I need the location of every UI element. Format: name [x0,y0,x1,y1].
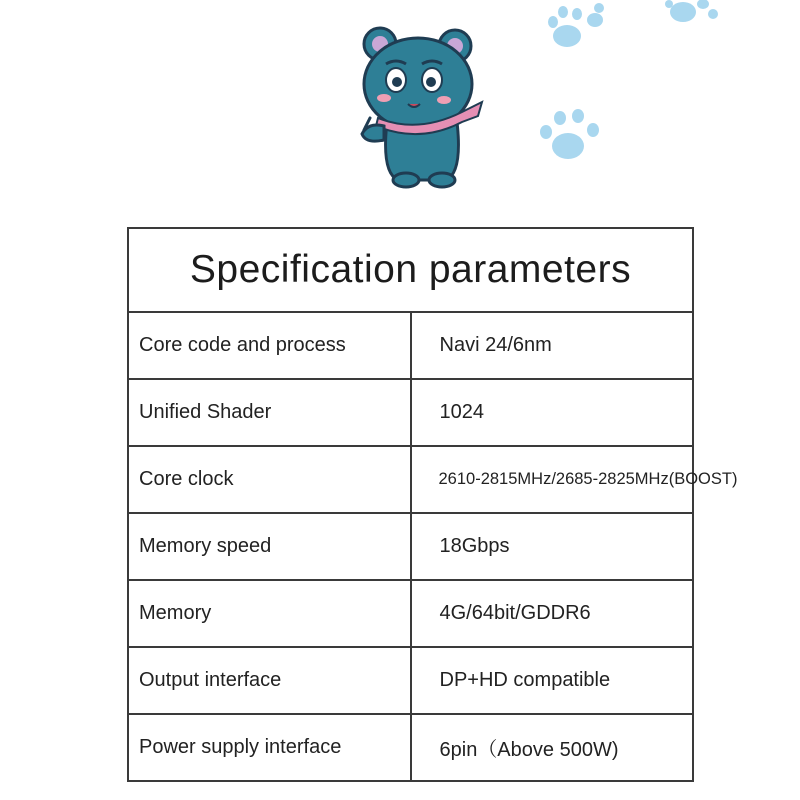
table-row [128,580,693,647]
spec-label: Memory speed [128,513,411,580]
spec-table [127,227,738,782]
spec-label: Memory [128,580,411,647]
table-title-row [128,228,693,312]
spec-value: DP+HD compatible [411,647,694,714]
blue-bear-mascot-icon [350,22,490,190]
paw-print-icon [538,108,602,166]
table-row [128,379,693,446]
spec-label: Core code and process [128,312,411,379]
spec-value: 18Gbps [411,513,694,580]
spec-value: 4G/64bit/GDDR6 [411,580,694,647]
spec-value: Navi 24/6nm [411,312,694,379]
spec-value: 1024 [411,379,694,446]
table-row [128,714,693,781]
table-row [128,312,693,379]
spec-value: 2610-2815MHz/2685-2825MHz(BOOST) [411,446,694,513]
paw-print-icon [665,0,720,26]
spec-label: Output interface [128,647,411,714]
table-title: Specification parameters [128,228,693,312]
spec-value: 6pin（Above 500W) [411,714,694,781]
spec-label: Unified Shader [128,379,411,446]
table-row [128,513,693,580]
table-row [128,446,693,513]
table-row [128,647,693,714]
paw-print-icon [545,0,607,52]
spec-label: Core clock [128,446,411,513]
spec-label: Power supply interface [128,714,411,781]
